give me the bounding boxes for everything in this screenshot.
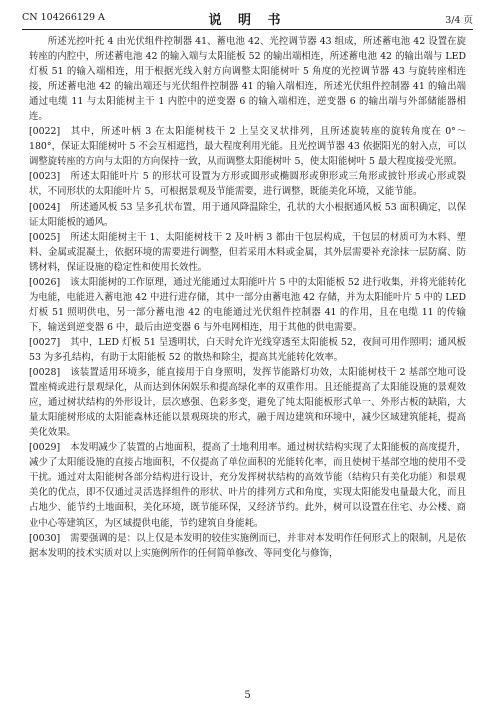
paragraph-number: [0023] bbox=[29, 171, 61, 183]
paragraph-number: [0022] bbox=[29, 126, 61, 138]
paragraph-number: [0029] bbox=[29, 442, 61, 454]
paragraph-text: 本发明减少了装置的占地面积，提高了土地利用率。通过树状结构实现了太阳能板的高度提升，减少了太阳能设施的直接占地面积，不仅提高了单位面积的光能转化率，而且使树干基部空地的使用不受干扰。通过对太阳能树各部分结构进行设计，充分发挥树状结构的高效节能（结构只有美化功能）和景观美化的优点，即不仅通过灵活选择组件的形状、叶片的排列方式和角度，实现太阳能发电量最大化，而且占地少、能节约土地面积，美化环境，既节能环保，又经济节约。此外，树可以设置在住宅、办公楼、商业中心等建筑区，为区域提供电能，节约建筑自身能耗。 bbox=[29, 442, 466, 529]
paragraph-text: 其中，LED 灯板 51 呈透明状，白天时允许光线穿透至太阳能板 52，夜间可用作照明；通风板 53 为多孔结构，有助于太阳能板 52 的散热和除尘，提高其光能转化效率。 bbox=[29, 336, 466, 363]
page-indicator: 3/4 页 bbox=[445, 15, 473, 26]
paragraph-0026 bbox=[29, 275, 466, 335]
paragraph-0025 bbox=[29, 230, 466, 275]
paragraph-text: 所述太阳能叶片 5 的形状可设置为方形或圆形或椭圆形或卵形或三角形或披针形或心形或裂状，不同形状的太阳能叶片 5，可根据景观及节能需要，进行调整，既能美化环境，又能节能。 bbox=[29, 171, 466, 198]
paragraph-number: [0026] bbox=[29, 276, 61, 288]
patent-number: CN 104266129 A bbox=[22, 12, 105, 23]
paragraph-text: 其中，所述叶柄 3 在太阳能树枝干 2 上呈交叉状排列，且所述旋转座的旋转角度在 0°～180°，保证太阳能树叶 5 不会互相遮挡，最大程度利用光能。且光控调节器 43 依据阳光的射入点，可以调整旋转座的方向与太阳的方向保持一致，从而调整太阳能树叶 5，使太阳能树叶 5 最大程度接受光照。 bbox=[29, 126, 466, 168]
paragraph-0023 bbox=[29, 169, 466, 199]
header-rule bbox=[22, 29, 473, 30]
document-body bbox=[29, 34, 466, 561]
paragraph-number: [0028] bbox=[29, 367, 61, 379]
section-title: 说 明 书 bbox=[208, 13, 287, 28]
paragraph-number: [0024] bbox=[29, 201, 61, 213]
paragraph-continuation bbox=[29, 34, 466, 124]
paragraph-0028 bbox=[29, 365, 466, 440]
paragraph-number: [0025] bbox=[29, 231, 61, 243]
paragraph-text: 需要强调的是：以上仅是本发明的较佳实施例而已，并非对本发明作任何形式上的限制，凡是依据本发明的技术实质对以上实施例所作的任何简单修改、等同变化与修饰， bbox=[29, 532, 466, 559]
page-number: 5 bbox=[244, 690, 251, 701]
paragraph-number: [0027] bbox=[29, 336, 61, 348]
paragraph-text: 所述太阳能树主干 1、太阳能树枝干 2 及叶柄 3 都由干包层构成，干包层的材质可为木料、塑料、金属或混凝土，依据环境的需要进行调整，但若采用木料或金属，其外层需要补充涂抹一层防腐、防锈材料，保证设施的稳定性和使用长效性。 bbox=[29, 231, 466, 273]
paragraph-text: 该太阳能树的工作原理，通过光能通过太阳能叶片 5 中的太阳能板 52 进行收集，并将光能转化为电能，电能进入蓄电池 42 中进行进存储，其中一部分由蓄电池 42 存储，并为太阳能叶片 5 中的 LED 灯板 51 照明供电，另一部分蓄电池 42 的电能通过光伏组件控制器 41 的作用，且在电缆 11 的传输下，输送到逆变器 6 中，最后由逆变器 6 与外电网相连，用于其他的供电需要。 bbox=[29, 276, 466, 333]
paragraph-0022 bbox=[29, 124, 466, 169]
paragraph-0024 bbox=[29, 200, 466, 230]
paragraph-0030 bbox=[29, 531, 466, 561]
paragraph-text: 该装置适用环境多，能直接用于自身照明，发挥节能路灯功效，太阳能树枝干 2 基部空地可设置座椅或进行景观绿化，从而达到休闲娱乐和提高绿化率的双重作用。且还能提高了太阳能设施的景观效应，通过树状结构的外形设计，层次感强、色彩多变，避免了纯太阳能板形式单一、外形古板的缺陷，大量太阳能树形成的太阳能森林还能以景观斑块的形式，融于周边建筑和环境中，减少区域建筑能耗，提高美化效果。 bbox=[29, 367, 466, 439]
page-header bbox=[22, 9, 473, 27]
paragraph-number: [0030] bbox=[29, 532, 61, 544]
paragraph-0027 bbox=[29, 335, 466, 365]
paragraph-0029 bbox=[29, 440, 466, 530]
paragraph-text: 所述光控叶托 4 由光伏组件控制器 41、蓄电池 42、光控调节器 43 组成，所述蓄电池 42 设置在旋转座的内腔中，所述蓄电池 42 的输入端与太阳能板 52 的输出端相连，所述蓄电池 42 的输出端与 LED 灯板 51 的输入端相连，用于根据光线入射方向调整太阳能树叶 5 角度的光控调节器 43 与旋转座相连接，所述蓄电池 42 的输出端还与光伏组件控制器 41 的输入端相连，所述光伏组件控制器 41 的输出端通过电缆 11 与太阳能树主干 1 内腔中的逆变器 6 的输入端相连，逆变器 6 的输出端与外部储能器相连。 bbox=[29, 36, 466, 123]
paragraph-text: 所述通风板 53 呈多孔状布置，用于通风降温除尘，孔状的大小根据通风板 53 面积确定，以保证太阳能板的通风。 bbox=[29, 201, 466, 228]
